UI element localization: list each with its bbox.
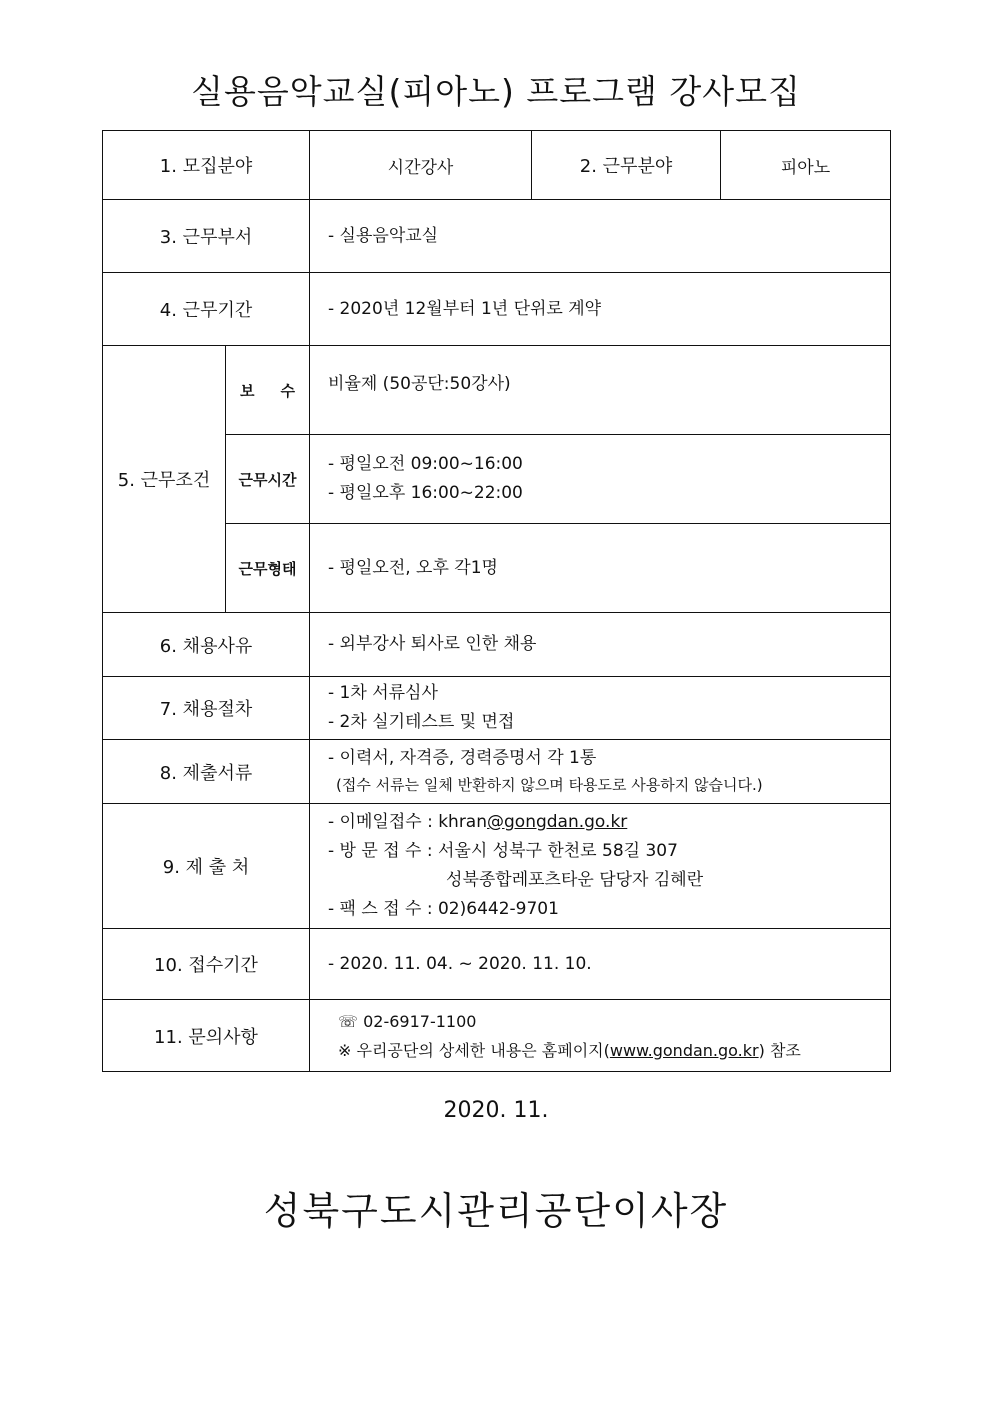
submit-visit-line-1: - 방 문 접 수 : 서울시 성북구 한천로 58길 307 bbox=[328, 841, 678, 861]
value-field: 시간강사 bbox=[310, 131, 532, 200]
submit-email bbox=[328, 808, 890, 837]
row-dept bbox=[103, 200, 891, 273]
label-type: 근무형태 bbox=[226, 524, 310, 613]
label-field: 1. 모집분야 bbox=[103, 131, 310, 200]
value-procedure bbox=[310, 677, 891, 740]
document-title: 실용음악교실(피아노) 프로그램 강사모집 bbox=[191, 72, 801, 111]
row-pay bbox=[103, 346, 891, 435]
label-period: 4. 근무기간 bbox=[103, 273, 310, 346]
email-domain-link[interactable]: @gongdan.go.kr bbox=[487, 812, 628, 832]
value-reason: - 외부강사 퇴사로 인한 채용 bbox=[310, 613, 891, 677]
value-hours bbox=[310, 435, 891, 524]
row-documents bbox=[103, 740, 891, 804]
inquiry-note bbox=[338, 1036, 890, 1065]
email-prefix: - 이메일접수 : khran bbox=[328, 812, 487, 832]
row-submit bbox=[103, 804, 891, 929]
label-submit: 9. 제 출 처 bbox=[103, 804, 310, 929]
value-work-field: 피아노 bbox=[721, 131, 891, 200]
label-work-field: 2. 근무분야 bbox=[532, 131, 721, 200]
label-conditions: 5. 근무조건 bbox=[103, 346, 226, 613]
value-documents bbox=[310, 740, 891, 804]
label-documents: 8. 제출서류 bbox=[103, 740, 310, 804]
value-type: - 평일오전, 오후 각1명 bbox=[310, 524, 891, 613]
label-inquiry: 11. 문의사항 bbox=[103, 1000, 310, 1072]
value-submit bbox=[310, 804, 891, 929]
label-dept: 3. 근무부서 bbox=[103, 200, 310, 273]
documents-note: (접수 서류는 일체 반환하지 않으며 타용도로 사용하지 않습니다.) bbox=[336, 775, 763, 794]
inquiry-note-suffix: ) 참조 bbox=[758, 1040, 801, 1060]
submit-fax: - 팩 스 접 수 : 02)6442-9701 bbox=[328, 899, 559, 919]
label-pay: 보 수 bbox=[226, 346, 310, 435]
value-dept: - 실용음악교실 bbox=[310, 200, 891, 273]
row-procedure bbox=[103, 677, 891, 740]
value-pay: 비율제 (50공단:50강사) bbox=[310, 346, 891, 435]
value-period: - 2020년 12월부터 1년 단위로 계약 bbox=[310, 273, 891, 346]
hours-line-2: - 평일오후 16:00~22:00 bbox=[328, 483, 523, 503]
row-inquiry bbox=[103, 1000, 891, 1072]
submit-visit-line-2: 성북종합레포츠타운 담당자 김혜란 bbox=[446, 870, 704, 890]
label-receipt: 10. 접수기간 bbox=[103, 929, 310, 1000]
row-period bbox=[103, 273, 891, 346]
inquiry-note-prefix: ※ 우리공단의 상세한 내용은 홈페이지( bbox=[338, 1040, 610, 1060]
procedure-line-1: - 1차 서류심사 bbox=[328, 683, 438, 703]
inquiry-phone: ☏ 02-6917-1100 bbox=[338, 1011, 477, 1031]
row-reason bbox=[103, 613, 891, 677]
value-receipt: - 2020. 11. 04. ~ 2020. 11. 10. bbox=[310, 929, 891, 1000]
label-procedure: 7. 채용절차 bbox=[103, 677, 310, 740]
label-reason: 6. 채용사유 bbox=[103, 613, 310, 677]
row-receipt bbox=[103, 929, 891, 1000]
homepage-link[interactable]: www.gondan.go.kr bbox=[609, 1040, 759, 1060]
organization-name: 성북구도시관리공단이사장 bbox=[263, 1189, 729, 1233]
hours-line-1: - 평일오전 09:00~16:00 bbox=[328, 454, 523, 474]
recruitment-form-table bbox=[102, 130, 891, 1072]
row-field bbox=[103, 131, 891, 200]
documents-line-1: - 이력서, 자격증, 경력증명서 각 1통 bbox=[328, 747, 597, 768]
value-inquiry bbox=[310, 1000, 891, 1072]
document-date: 2020. 11. bbox=[443, 1098, 549, 1123]
label-hours: 근무시간 bbox=[226, 435, 310, 524]
procedure-line-2: - 2차 실기테스트 및 면접 bbox=[328, 712, 515, 732]
